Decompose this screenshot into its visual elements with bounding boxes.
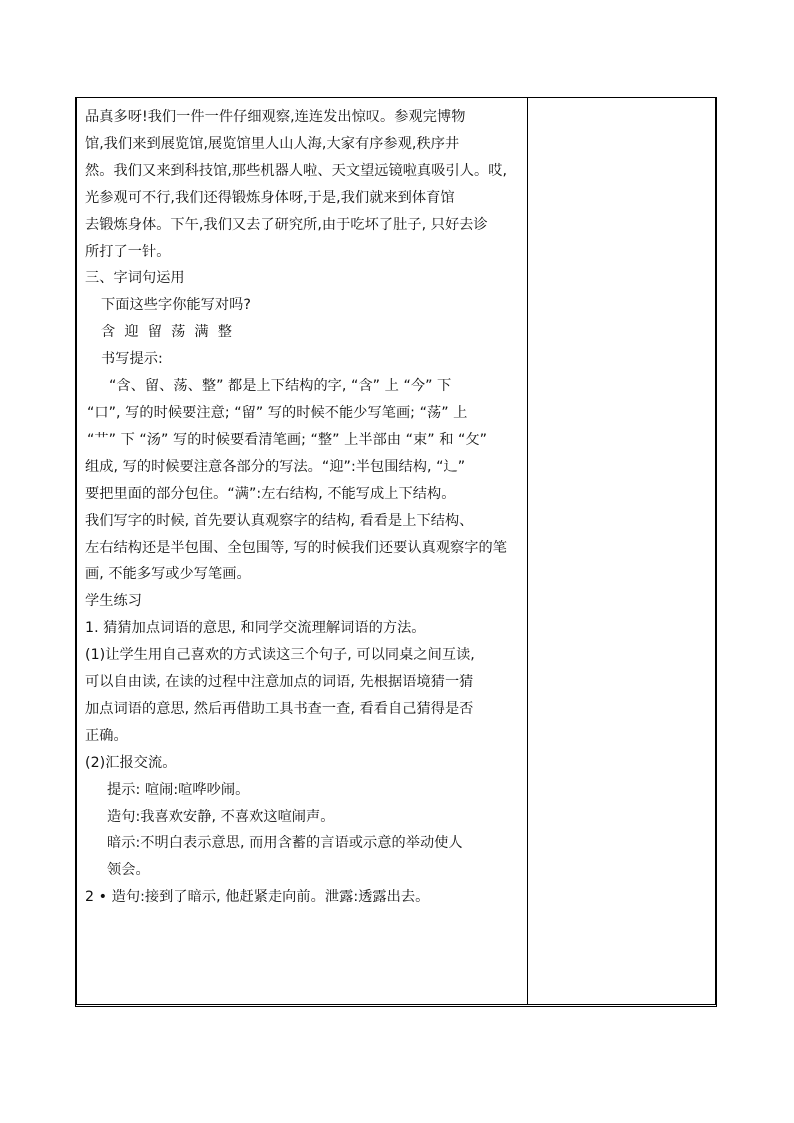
text-line: 正确。: [85, 727, 128, 744]
text-line: (2)汇报交流。: [85, 754, 177, 771]
text-line: 去锻炼身体。下午,我们又去了研究所,由于吃坏了肚子, 只好去诊: [85, 216, 488, 233]
text-line: 暗示:不明白表示意思, 而用含蓄的言语或示意的举动使人: [107, 835, 463, 852]
text-line: 画, 不能多写或少写笔画。: [85, 566, 251, 583]
text-line: 左右结构还是半包围、全包围等, 写的时候我们还要认真观察字的笔: [85, 539, 508, 556]
text-line: 加点词语的意思, 然后再借助工具书查一查, 看看自己猜得是否: [85, 700, 474, 717]
text-line: 提示: 喧闹:喧哗吵闹。: [107, 781, 250, 798]
lesson-table: [75, 97, 717, 1007]
section-heading: 学生练习: [85, 593, 142, 610]
character-list: 含 迎 留 荡 满 整: [101, 324, 233, 341]
text-line: “艹” 下 “汤” 写的时候要看清笔画; “整” 上半部由 “束” 和 “攵”: [87, 431, 488, 448]
text-line: 光参观可不行,我们还得锻炼身体呀,于是,我们就来到体育馆: [85, 189, 455, 206]
text-line: 2 • 造句:接到了暗示, 他赶紧走向前。泄露:透露出去。: [85, 889, 430, 906]
text-line: 领会。: [107, 862, 150, 879]
column-divider: [527, 98, 528, 1004]
text-line: 书写提示:: [101, 351, 163, 368]
text-line: 造句:我喜欢安静, 不喜欢这喧闹声。: [107, 808, 335, 825]
text-line: 下面这些字你能写对吗?: [101, 297, 251, 314]
text-line: (1)让学生用自己喜欢的方式读这三个句子, 可以同桌之间互读,: [85, 647, 475, 664]
notes-cell: [529, 98, 715, 1004]
text-line: 所打了一针。: [85, 243, 171, 260]
text-line: 品真多呀!我们一件一件仔细观察,连连发出惊叹。参观完博物: [85, 109, 466, 125]
section-heading: 三、字词句运用: [85, 270, 185, 287]
text-line: 馆,我们来到展览馆,展览馆里人山人海,大家有序参观,秩序井: [85, 135, 460, 152]
text-line: 1. 猜猜加点词语的意思, 和同学交流理解词语的方法。: [85, 620, 426, 637]
text-line: 可以自由读, 在读的过程中注意加点的词语, 先根据语境猜一猜: [85, 674, 474, 691]
text-line: 要把里面的部分包住。“满”:左右结构, 不能写成上下结构。: [85, 485, 456, 502]
text-line: 我们写字的时候, 首先要认真观察字的结构, 看看是上下结构、: [85, 512, 474, 529]
lesson-content-cell: [85, 104, 525, 911]
text-line: 然。我们又来到科技馆,那些机器人啦、天文望远镜啦真吸引人。哎,: [85, 162, 508, 179]
text-line: “口”, 写的时候要注意; “留” 写的时候不能少写笔画; “荡” 上: [87, 404, 468, 421]
text-line: 组成, 写的时候要注意各部分的写法。“迎”:半包围结构, “辶”: [85, 458, 466, 475]
text-line: “含、留、荡、整” 都是上下结构的字, “含” 上 “今” 下: [109, 378, 452, 395]
